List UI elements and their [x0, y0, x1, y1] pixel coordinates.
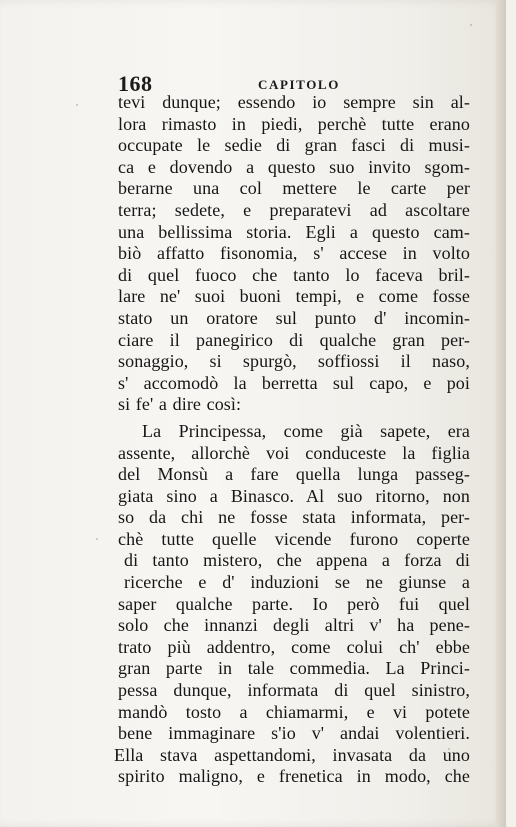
- text-line: Ella stava aspettandomi, invasata da uno: [114, 744, 470, 765]
- text-line: so da chi ne fosse stata informata, per-: [118, 507, 470, 528]
- paper-speck: [470, 24, 472, 26]
- text-line: sonaggio, si spurgò, soffiossi il naso,: [118, 351, 470, 372]
- text-line: si fe' a dire così:: [118, 394, 242, 415]
- text-line: occupate le sedie di gran fasci di musi-: [118, 135, 470, 156]
- text-line: giata sino a Binasco. Al suo ritorno, non: [118, 485, 470, 506]
- text-line: mandò tosto a chiamarmi, e vi potete: [118, 701, 470, 722]
- text-line: di quel fuoco che tanto lo faceva bril-: [118, 264, 470, 285]
- text-line: una bellissima storia. Egli a questo cam-: [118, 221, 470, 242]
- text-line: La Principessa, come già sapete, era: [142, 420, 470, 441]
- text-line: spirito maligno, e frenetica in modo, che: [118, 766, 470, 787]
- text-line: lora rimasto in piedi, perchè tutte erano: [118, 113, 470, 134]
- text-line: chè tutte quelle vicende furono coperte: [118, 528, 470, 549]
- text-line: ca e dovendo a questo suo invito sgom-: [118, 156, 470, 177]
- text-line: di tanto mistero, che appena a forza di: [124, 550, 470, 571]
- paper-speck: [96, 538, 98, 540]
- text-line: assente, allorchè voi conduceste la figlia: [118, 442, 470, 463]
- text-line: stato un oratore sul punto d' incomin-: [118, 307, 470, 328]
- text-line: ricerche e d' induzioni se ne giunse a: [124, 572, 470, 593]
- text-line: berarne una col mettere le carte per: [118, 178, 470, 199]
- page-header: [118, 71, 478, 96]
- text-line: terra; sedete, e preparatevi ad ascoltare: [118, 199, 470, 220]
- running-head: CAPITOLO: [258, 77, 340, 92]
- text-line: s' accomodò la berretta sul capo, e poi: [118, 372, 470, 393]
- text-line: trato più addentro, come colui ch' ebbe: [118, 636, 470, 657]
- text-line: bene immaginare s'io v' andai volentieri.: [118, 723, 470, 744]
- text-line: lare ne' suoi buoni tempi, e come fosse: [118, 286, 470, 307]
- text-line: tevi dunque; essendo io sempre sin al-: [118, 92, 470, 112]
- text-line: biò affatto fisonomia, s' accese in volto: [118, 243, 470, 264]
- text-line: solo che innanzi degli altri v' ha pene-: [118, 615, 470, 636]
- page-text: [114, 92, 470, 788]
- text-line: pessa dunque, informata di quel sinistro,: [118, 680, 470, 701]
- page-number: 168: [118, 71, 153, 96]
- paper-speck: [76, 104, 78, 106]
- text-line: ciare il panegirico di qualche gran per-: [118, 329, 470, 350]
- text-line: saper qualche parte. Io però fui quel: [118, 593, 470, 614]
- paragraph-2: [114, 420, 470, 788]
- paragraph-1: [118, 92, 470, 416]
- page-edge-shadow: [496, 0, 506, 827]
- text-line: del Monsù a fare quella lunga passeg-: [118, 464, 470, 485]
- text-line: gran parte in tale commedia. La Princi-: [118, 658, 470, 679]
